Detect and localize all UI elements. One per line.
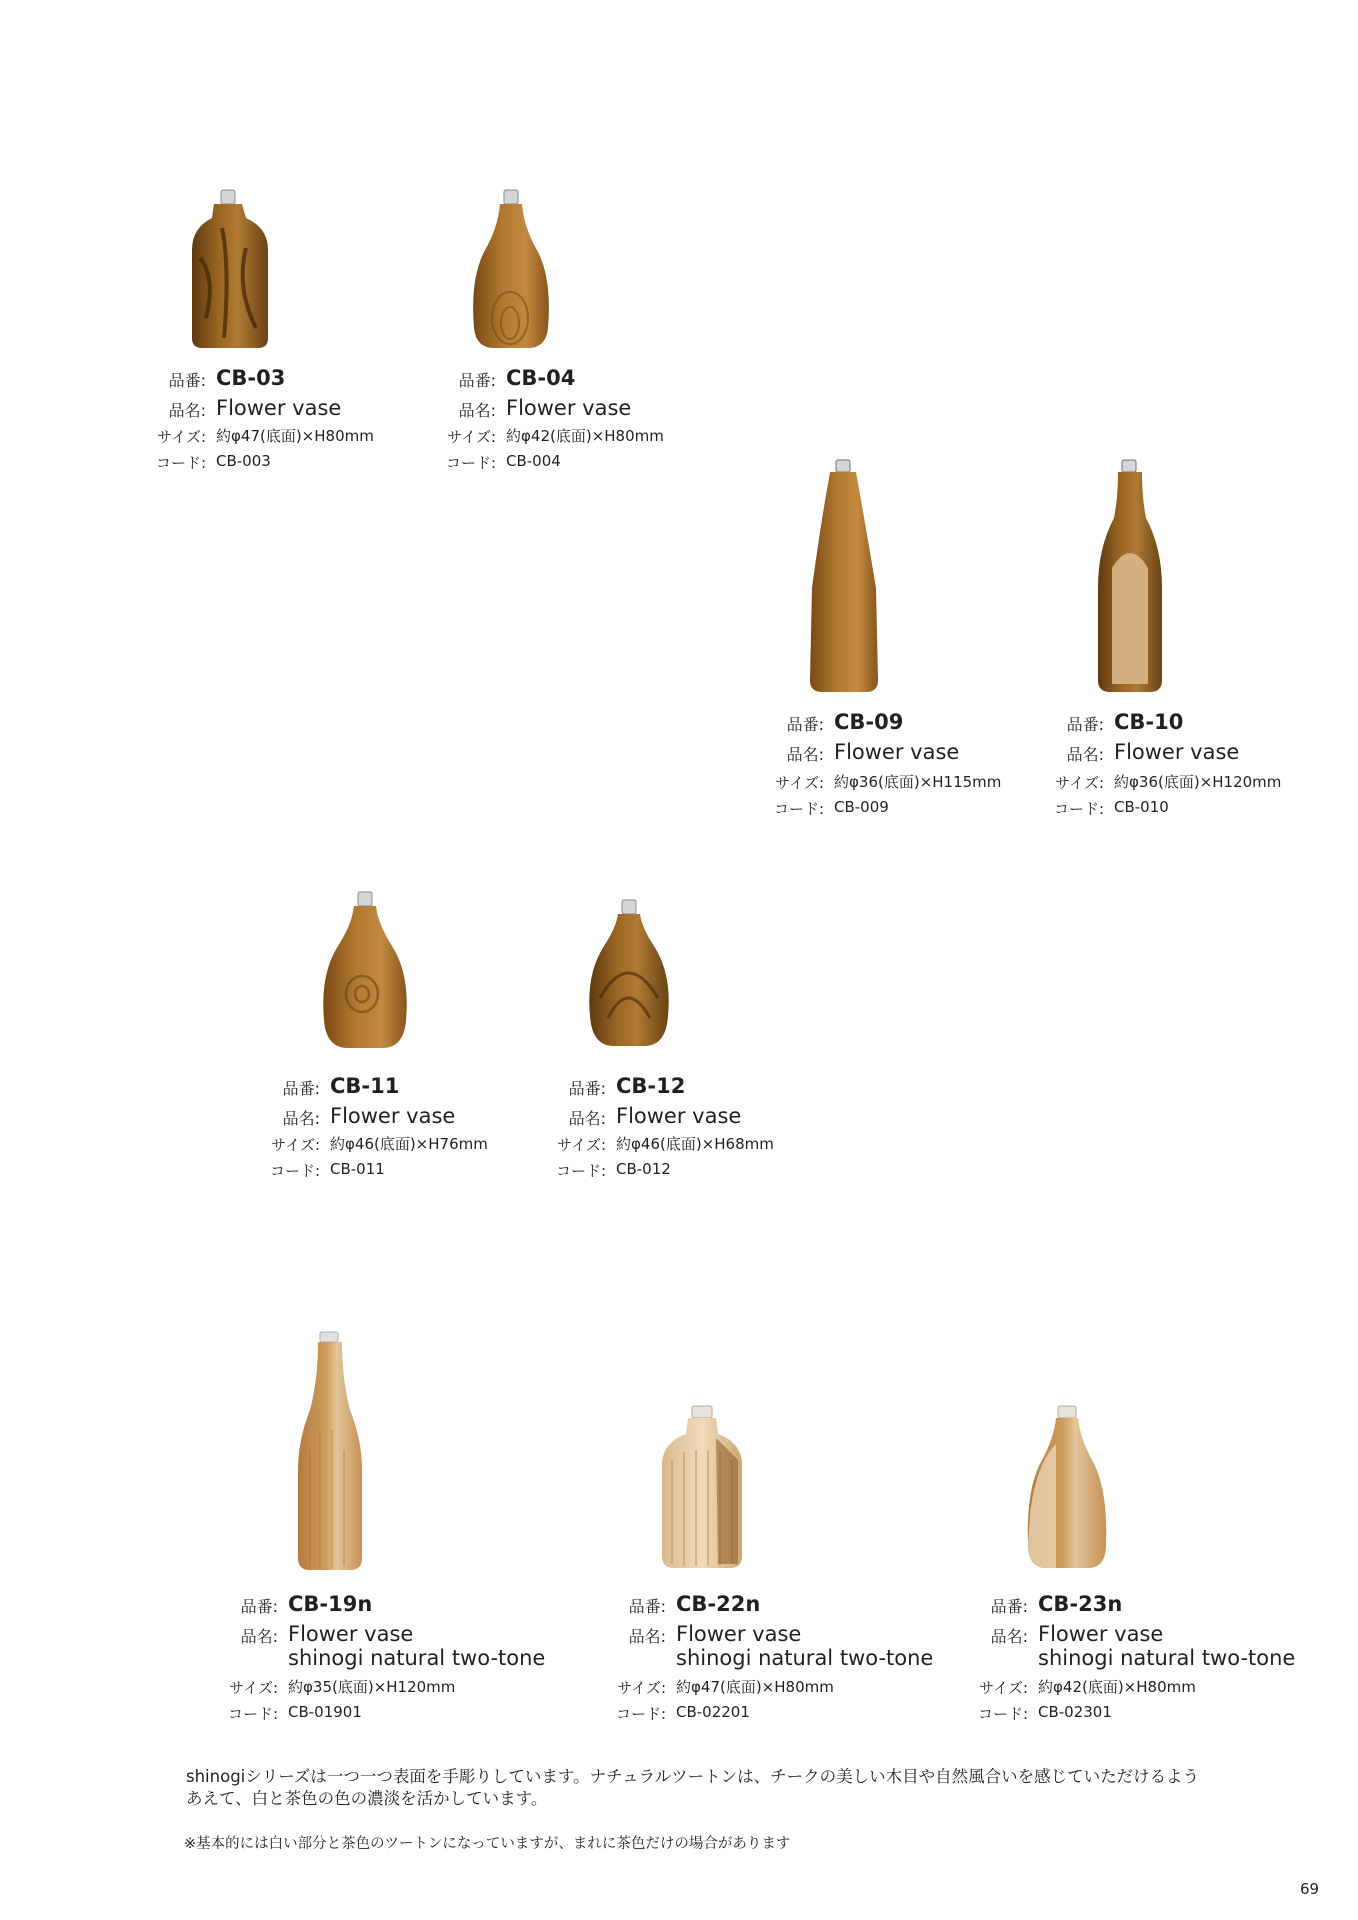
product-code-label: コード: [555, 1162, 606, 1180]
product-number-label: 品番: [628, 1597, 666, 1616]
product-name-label: 品名: [240, 1627, 278, 1646]
product-name-label: 品名: [282, 1109, 320, 1128]
product-number: CB-11 [330, 1074, 400, 1098]
product-name: Flower vase [834, 740, 960, 764]
product-size-label: サイズ: [271, 1136, 320, 1154]
product-subname: shinogi natural two-tone [288, 1646, 546, 1670]
product-size-label: サイズ: [1055, 774, 1104, 792]
vase-image-cb-03 [186, 188, 276, 353]
product-code-label: コード: [445, 454, 496, 472]
product-code: CB-003 [216, 452, 271, 470]
product-name-label: 品名: [990, 1627, 1028, 1646]
product-code-label: コード: [227, 1705, 278, 1723]
product-name: Flower vase [216, 396, 342, 420]
product-size-label: サイズ: [775, 774, 824, 792]
product-code: CB-02301 [1038, 1703, 1112, 1721]
product-code-label: コード: [1053, 800, 1104, 818]
vase-image-cb-12 [582, 898, 677, 1053]
product-name-label: 品名: [628, 1627, 666, 1646]
product-subname: shinogi natural two-tone [676, 1646, 934, 1670]
product-code-label: コード: [269, 1162, 320, 1180]
product-size: 約φ36(底面)×H115mm [834, 773, 1002, 791]
product-code: CB-012 [616, 1160, 671, 1178]
vase-image-cb-04 [466, 188, 556, 353]
product-number: CB-04 [506, 366, 576, 390]
product-name: Flower vase [506, 396, 632, 420]
page-number: 69 [1300, 1880, 1320, 1898]
product-number: CB-09 [834, 710, 904, 734]
product-number: CB-22n [676, 1592, 761, 1616]
product-size-label: サイズ: [229, 1679, 278, 1697]
product-code: CB-01901 [288, 1703, 362, 1721]
product-size: 約φ42(底面)×H80mm [1038, 1678, 1196, 1696]
series-description-line-1: shinogiシリーズは一つ一つ表面を手彫りしています。ナチュラルツートンは、チークの美しい木目や自然風合いを感じていただけるよう [186, 1767, 1200, 1786]
product-name-label: 品名: [786, 745, 824, 764]
product-name: Flower vase [330, 1104, 456, 1128]
product-name-label: 品名: [568, 1109, 606, 1128]
series-description-line-2: あえて、白と茶色の色の濃淡を活かしています。 [186, 1789, 548, 1808]
product-code: CB-010 [1114, 798, 1169, 816]
product-code-label: コード: [773, 800, 824, 818]
product-subname: shinogi natural two-tone [1038, 1646, 1296, 1670]
product-code-label: コード: [615, 1705, 666, 1723]
footnote: ※基本的には白い部分と茶色のツートンになっていますが、まれに茶色だけの場合があります [184, 1836, 791, 1852]
product-code: CB-009 [834, 798, 889, 816]
product-size-label: サイズ: [157, 428, 206, 446]
product-number-label: 品番: [458, 371, 496, 390]
product-size: 約φ46(底面)×H76mm [330, 1135, 488, 1153]
product-number-label: 品番: [240, 1597, 278, 1616]
product-size: 約φ42(底面)×H80mm [506, 427, 664, 445]
vase-image-cb-10 [1090, 458, 1170, 698]
product-name: Flower vase [616, 1104, 742, 1128]
product-name: Flower vase [1114, 740, 1240, 764]
product-name: Flower vase [1038, 1622, 1164, 1646]
product-number-label: 品番: [786, 715, 824, 734]
product-number-label: 品番: [1066, 715, 1104, 734]
product-name: Flower vase [288, 1622, 414, 1646]
vase-image-cb-22n [658, 1404, 748, 1574]
product-number-label: 品番: [168, 371, 206, 390]
product-size: 約φ35(底面)×H120mm [288, 1678, 456, 1696]
vase-image-cb-23n [1022, 1404, 1112, 1574]
product-code: CB-004 [506, 452, 561, 470]
product-name-label: 品名: [1066, 745, 1104, 764]
vase-image-cb-09 [804, 458, 884, 698]
product-number: CB-19n [288, 1592, 373, 1616]
product-size: 約φ46(底面)×H68mm [616, 1135, 774, 1153]
product-name-label: 品名: [168, 401, 206, 420]
product-size-label: サイズ: [617, 1679, 666, 1697]
product-size-label: サイズ: [979, 1679, 1028, 1697]
product-code-label: コード: [155, 454, 206, 472]
product-size-label: サイズ: [557, 1136, 606, 1154]
product-number: CB-23n [1038, 1592, 1123, 1616]
product-code: CB-011 [330, 1160, 385, 1178]
vase-image-cb-11 [318, 890, 413, 1055]
product-number-label: 品番: [990, 1597, 1028, 1616]
product-number-label: 品番: [568, 1079, 606, 1098]
product-number: CB-03 [216, 366, 286, 390]
vase-image-cb-19n [290, 1330, 370, 1575]
product-size-label: サイズ: [447, 428, 496, 446]
product-number: CB-12 [616, 1074, 686, 1098]
product-size: 約φ36(底面)×H120mm [1114, 773, 1282, 791]
product-number-label: 品番: [282, 1079, 320, 1098]
product-size: 約φ47(底面)×H80mm [676, 1678, 834, 1696]
product-number: CB-10 [1114, 710, 1184, 734]
product-size: 約φ47(底面)×H80mm [216, 427, 374, 445]
product-code-label: コード: [977, 1705, 1028, 1723]
product-name-label: 品名: [458, 401, 496, 420]
product-code: CB-02201 [676, 1703, 750, 1721]
product-name: Flower vase [676, 1622, 802, 1646]
